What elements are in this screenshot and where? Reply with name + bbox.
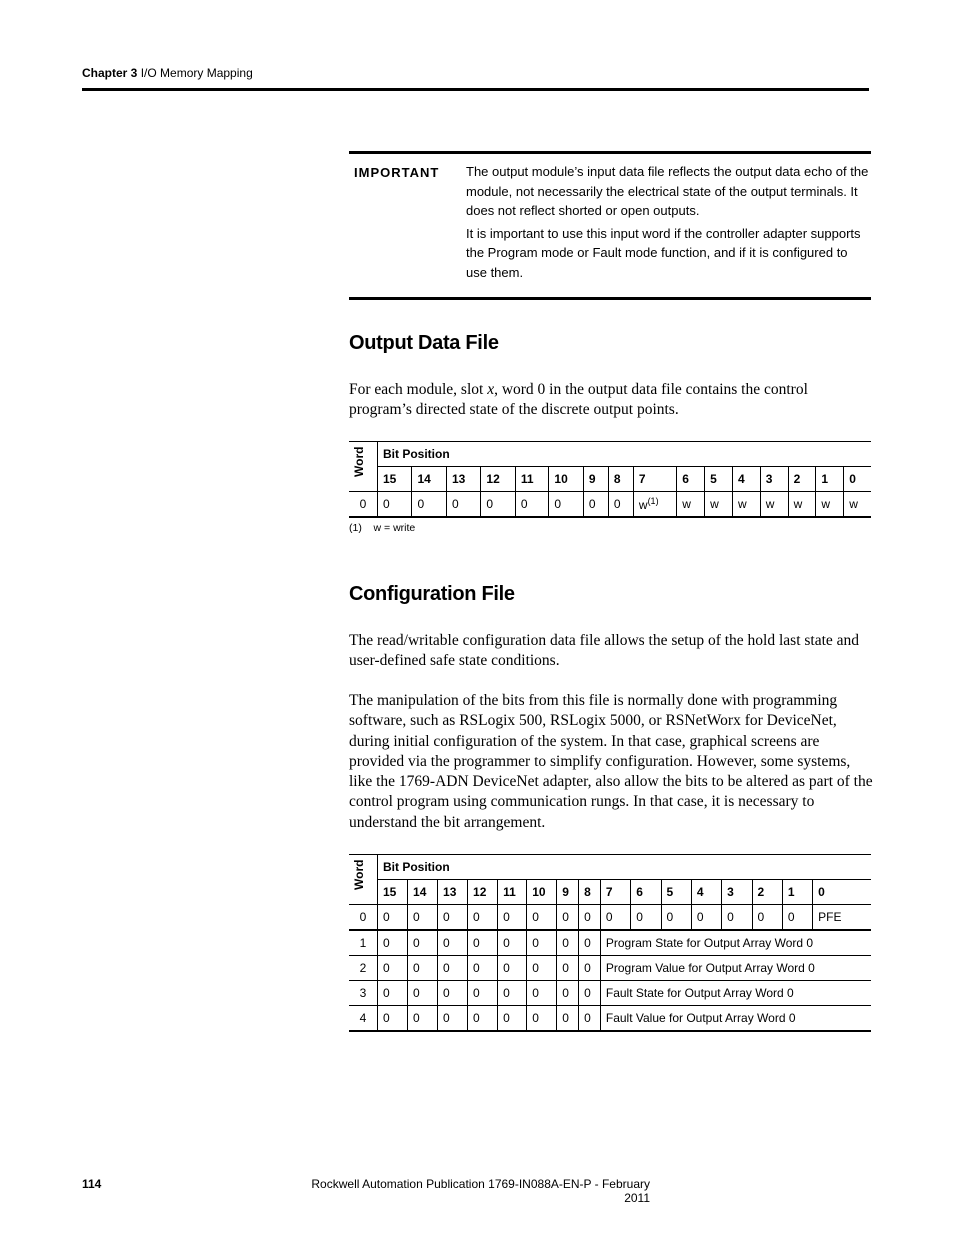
bit-number: 9 [583, 467, 608, 492]
bit-cell: 0 [527, 956, 557, 981]
bit-value: w [849, 497, 858, 511]
word-label: Word [352, 446, 366, 477]
bit-number: 7 [600, 880, 630, 905]
footnote-ref: (1) [647, 496, 659, 506]
bit-cell: 0 [438, 905, 468, 931]
bit-number: 1 [782, 880, 812, 905]
publication-info: Rockwell Automation Publication 1769-IN088A-EN-P - February 2011 [311, 1177, 650, 1205]
bit-cell: 0 [408, 981, 438, 1006]
word-number: 1 [349, 930, 378, 956]
bit-value: 0 [588, 497, 596, 511]
header-rule [82, 88, 869, 91]
bit-cell [788, 492, 816, 518]
footnote-mark: (1) [349, 522, 362, 534]
bit-cell: 0 [498, 1006, 527, 1032]
bit-cell: 0 [579, 905, 601, 931]
bit-number: 14 [408, 880, 438, 905]
bit-number: 4 [691, 880, 721, 905]
bit-cell: 0 [408, 930, 438, 956]
bit-number-row [349, 467, 871, 492]
bit-cell [705, 492, 733, 518]
bit-cell: 0 [722, 905, 752, 931]
bit-cell: 0 [527, 981, 557, 1006]
word-number: 4 [349, 1006, 378, 1032]
word-number: 0 [349, 492, 378, 518]
bit-cell [412, 492, 446, 518]
bit-cell: 0 [438, 981, 468, 1006]
bit-cell [515, 492, 549, 518]
output-data-file-heading: Output Data File [349, 332, 499, 354]
bit-cell: 0 [782, 905, 812, 931]
bit-number: 9 [557, 880, 579, 905]
bit-cell: 0 [752, 905, 782, 931]
chapter-title: I/O Memory Mapping [140, 66, 253, 80]
word-label: Word [352, 859, 366, 890]
bit-number: 8 [579, 880, 601, 905]
bit-cell: 0 [498, 981, 527, 1006]
bit-cell: 0 [579, 956, 601, 981]
bit-value: w [638, 498, 648, 512]
bit-cell: 0 [527, 1006, 557, 1032]
bit-number: 3 [722, 880, 752, 905]
important-box [349, 151, 871, 300]
bit-cell: 0 [378, 905, 408, 931]
bit-value: w [793, 497, 803, 511]
bit-field-label: Program State for Output Array Word 0 [600, 930, 871, 956]
bit-cell [816, 492, 844, 518]
table-row [349, 981, 871, 1006]
bit-number: 5 [705, 467, 733, 492]
para-text: For each module, slot [349, 381, 488, 398]
bit-cell: 0 [468, 956, 498, 981]
bit-cell: 0 [498, 956, 527, 981]
bit-value: w [710, 497, 719, 511]
bit-number: 7 [633, 467, 676, 492]
bit-cell [378, 492, 412, 518]
important-body [466, 162, 871, 285]
bit-value: 0 [613, 497, 621, 511]
bit-number: 12 [468, 880, 498, 905]
bit-cell: 0 [468, 905, 498, 931]
slot-variable: x [487, 381, 495, 398]
word-number: 0 [349, 905, 378, 931]
bit-value: 0 [383, 497, 390, 511]
bit-cell [844, 492, 871, 518]
bit-cell: 0 [631, 905, 661, 931]
running-header [82, 66, 253, 80]
word-column-header [349, 855, 378, 905]
bit-number: 6 [631, 880, 661, 905]
table-row [349, 956, 871, 981]
bit-cell: 0 [468, 1006, 498, 1032]
bit-cell [549, 492, 583, 518]
bit-value: w [765, 497, 775, 511]
bit-cell: 0 [378, 930, 408, 956]
bit-cell: 0 [378, 956, 408, 981]
bit-field-label: Program Value for Output Array Word 0 [600, 956, 871, 981]
bit-cell [608, 492, 633, 518]
bit-cell: 0 [408, 1006, 438, 1032]
bit-number: 11 [498, 880, 527, 905]
bit-number: 12 [481, 467, 515, 492]
bit-number: 1 [816, 467, 844, 492]
bit-value: 0 [554, 497, 562, 511]
footnote [349, 522, 415, 534]
bit-cell: 0 [691, 905, 721, 931]
bit-number: 13 [446, 467, 480, 492]
bit-cell: 0 [579, 930, 601, 956]
bit-cell: 0 [438, 930, 468, 956]
bit-number-row [349, 880, 871, 905]
bit-number: 6 [677, 467, 705, 492]
bit-number: 0 [813, 880, 871, 905]
page-number: 114 [82, 1177, 102, 1191]
bit-number: 10 [527, 880, 557, 905]
bit-cell: 0 [378, 981, 408, 1006]
bit-cell: 0 [579, 981, 601, 1006]
important-paragraph: It is important to use this input word if the controller adapter supports the Program mode or Fault mode function, and if it is configured to use them. [466, 225, 861, 280]
bit-cell: 0 [498, 905, 527, 931]
output-data-file-paragraph [349, 380, 874, 421]
bit-cell: 0 [468, 930, 498, 956]
bit-value: 0 [520, 497, 528, 511]
bit-number: 2 [788, 467, 816, 492]
bit-number: 11 [515, 467, 549, 492]
bit-cell [760, 492, 788, 518]
footnote-text: w = write [373, 522, 416, 534]
bit-cell: 0 [557, 956, 579, 981]
bit-field-label: Fault State for Output Array Word 0 [600, 981, 871, 1006]
bit-cell: PFE [813, 905, 871, 931]
bit-position-header: Bit Position [378, 855, 872, 880]
bit-value: w [682, 497, 691, 511]
bit-number: 8 [608, 467, 633, 492]
bit-number: 14 [412, 467, 446, 492]
word-column-header [349, 442, 378, 492]
bit-value: w [821, 497, 831, 511]
bit-cell: 0 [527, 905, 557, 931]
bit-cell: 0 [438, 1006, 468, 1032]
para-text: , word 0 in the output data file contains the control program’s directed state of the discrete output points. [349, 381, 808, 419]
bit-number: 13 [438, 880, 468, 905]
configuration-paragraph-1: The read/writable configuration data file allows the setup of the hold last state and user-defined safe state conditions. [349, 632, 860, 670]
bit-number: 15 [378, 467, 412, 492]
chapter-number: Chapter 3 [82, 66, 138, 80]
bit-position-header: Bit Position [378, 442, 872, 467]
bit-cell: 0 [408, 905, 438, 931]
bit-cell: 0 [438, 956, 468, 981]
bit-cell: 0 [557, 930, 579, 956]
configuration-paragraph-2: The manipulation of the bits from this file is normally done with programming software, such as RSLogix 500, RSLogix 5000, or RSNetWorx for DeviceNet, during initial configuration of the system. In that case, graphical screens are provided via the programmer to simplify configuration. However, some systems, like the 1769-ADN DeviceNet adapter, also allow the bits to be altered as part of the control program using communication rungs. In that case, it is necessary to understand the bit arrangement. [349, 692, 873, 831]
configuration-file-heading: Configuration File [349, 583, 515, 605]
bit-value: w [737, 497, 747, 511]
bit-number: 10 [549, 467, 583, 492]
word-number: 2 [349, 956, 378, 981]
important-paragraph: The output module’s input data file reflects the output data echo of the module, not necessarily the electrical state of the output terminals. It does not reflect shorted or open outputs. [466, 164, 869, 218]
bit-cell [633, 492, 676, 518]
bit-number: 3 [760, 467, 788, 492]
table-row [349, 930, 871, 956]
bit-cell: 0 [557, 981, 579, 1006]
bit-cell [732, 492, 760, 518]
bit-number: 0 [844, 467, 871, 492]
bit-field-label: Fault Value for Output Array Word 0 [600, 1006, 871, 1032]
output-data-table [349, 441, 871, 518]
bit-cell [583, 492, 608, 518]
bit-number: 2 [752, 880, 782, 905]
bit-number: 15 [378, 880, 408, 905]
bit-cell: 0 [527, 930, 557, 956]
important-label: IMPORTANT [354, 165, 440, 180]
bit-cell: 0 [661, 905, 691, 931]
bit-cell [481, 492, 515, 518]
bit-value: 0 [451, 497, 459, 511]
bit-cell [677, 492, 705, 518]
bit-number: 4 [732, 467, 760, 492]
word-number: 3 [349, 981, 378, 1006]
configuration-table [349, 854, 871, 1032]
bit-cell: 0 [557, 1006, 579, 1032]
bit-cell: 0 [408, 956, 438, 981]
bit-cell: 0 [579, 1006, 601, 1032]
bit-cell: 0 [378, 1006, 408, 1032]
bit-cell: 0 [468, 981, 498, 1006]
bit-cell: 0 [600, 905, 630, 931]
table-row [349, 492, 871, 518]
bit-value: 0 [417, 497, 425, 511]
table-row [349, 905, 871, 931]
bit-cell: 0 [498, 930, 527, 956]
table-row [349, 1006, 871, 1032]
bit-number: 5 [661, 880, 691, 905]
bit-cell: 0 [557, 905, 579, 931]
bit-cell [446, 492, 480, 518]
bit-value: 0 [486, 497, 494, 511]
